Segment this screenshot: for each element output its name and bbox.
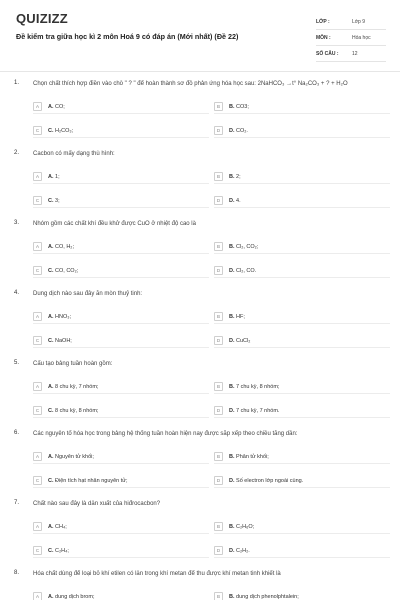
option-letter-badge: C <box>33 476 42 485</box>
answer-option-a[interactable] <box>33 590 209 600</box>
answer-option-a[interactable] <box>33 520 209 534</box>
question-number: 2. <box>14 150 20 156</box>
option-letter-badge: A <box>33 172 42 181</box>
option-text <box>229 594 299 600</box>
option-text <box>48 104 65 110</box>
option-label: A. <box>48 453 54 460</box>
option-letter-badge: A <box>33 102 42 111</box>
answer-option-c[interactable] <box>33 404 209 418</box>
option-label: A. <box>48 243 54 250</box>
option-letter-badge: B <box>214 592 223 600</box>
answer-option-b[interactable] <box>214 170 390 184</box>
option-letter-badge: A <box>33 242 42 251</box>
quizizz-logo: QUIZIZZ <box>16 11 68 26</box>
option-text <box>48 198 60 204</box>
option-content: C₂H₂. <box>236 547 250 554</box>
worksheet-header <box>0 0 400 72</box>
option-label: B. <box>229 313 235 320</box>
option-content: Điện tích hạt nhân nguyên tử; <box>55 477 128 484</box>
option-content: 8 chu kỳ, 7 nhóm; <box>55 383 99 390</box>
meta-value: Hóa học <box>352 34 371 41</box>
question-text: Cấu tạo bảng tuần hoàn gồm: <box>33 361 113 367</box>
answer-option-d[interactable] <box>214 334 390 348</box>
option-label: B. <box>229 453 235 460</box>
question-text: Dung dịch nào sau đây ăn mòn thuỷ tinh: <box>33 291 143 297</box>
option-content: 4. <box>236 197 241 204</box>
answer-option-b[interactable] <box>214 590 390 600</box>
option-letter-badge: B <box>214 312 223 321</box>
option-text <box>48 408 98 414</box>
option-text <box>48 244 74 250</box>
option-label: B. <box>229 243 235 250</box>
option-letter-badge: D <box>214 546 223 555</box>
option-content: Cl₂, CO. <box>236 267 257 274</box>
meta-value: 12 <box>352 50 358 57</box>
option-content: CO, H₂; <box>55 243 74 250</box>
option-label: A. <box>48 313 54 320</box>
option-text <box>48 524 67 530</box>
answer-option-a[interactable] <box>33 170 209 184</box>
option-label: C. <box>48 477 54 484</box>
meta-key: MÔN : <box>316 34 331 41</box>
answer-option-d[interactable] <box>214 474 390 488</box>
option-letter-badge: C <box>33 406 42 415</box>
option-content: 8 chu kỳ, 8 nhóm; <box>55 407 99 414</box>
option-text <box>48 548 69 554</box>
option-label: A. <box>48 523 54 530</box>
question-number: 3. <box>14 220 20 226</box>
option-text <box>48 268 78 274</box>
option-letter-badge: A <box>33 522 42 531</box>
answer-option-c[interactable] <box>33 194 209 208</box>
option-label: C. <box>48 547 54 554</box>
option-label: D. <box>229 547 235 554</box>
option-label: B. <box>229 523 235 530</box>
answer-option-d[interactable] <box>214 194 390 208</box>
option-content: dung dịch brom; <box>55 593 95 600</box>
worksheet-title: Đề kiểm tra giữa học kì 2 môn Hoá 9 có đáp án (Mới nhất) (Đề 22) <box>16 32 239 41</box>
option-content: CO; <box>55 103 65 110</box>
answer-option-a[interactable] <box>33 310 209 324</box>
option-text <box>229 174 241 180</box>
option-letter-badge: C <box>33 126 42 135</box>
option-text <box>48 128 73 134</box>
question-number: 1. <box>14 80 20 86</box>
option-label: D. <box>229 127 235 134</box>
question-text: Chọn chất thích hợp điền vào chỗ " ? " để hoàn thành sơ đồ phản ứng hóa học sau: 2NaHCO₃ →t° Na₂CO₃ + ? + H₂O <box>33 81 348 87</box>
option-content: CO₂. <box>236 127 248 134</box>
option-letter-badge: D <box>214 266 223 275</box>
answer-option-d[interactable] <box>214 264 390 278</box>
answer-option-b[interactable] <box>214 240 390 254</box>
option-content: C₂H₄; <box>55 547 69 554</box>
option-letter-badge: B <box>214 242 223 251</box>
option-letter-badge: A <box>33 312 42 321</box>
option-content: 2; <box>236 173 241 180</box>
answer-option-c[interactable] <box>33 474 209 488</box>
option-text <box>229 524 254 530</box>
question-text: Các nguyên tố hóa học trong bảng hệ thống tuần hoàn hiện nay được sắp xếp theo chiều tăng dần: <box>33 431 298 437</box>
meta-key: LỚP : <box>316 18 330 25</box>
option-content: Số electron lớp ngoài cùng. <box>236 477 304 484</box>
option-letter-badge: C <box>33 546 42 555</box>
option-letter-badge: C <box>33 196 42 205</box>
option-text <box>229 198 241 204</box>
option-label: A. <box>48 383 54 390</box>
option-label: C. <box>48 197 54 204</box>
question-text: Nhóm gồm các chất khí đều khử được CuO ở nhiệt độ cao là <box>33 221 196 227</box>
option-label: C. <box>48 127 54 134</box>
option-text <box>229 548 250 554</box>
option-content: 1; <box>55 173 60 180</box>
option-label: A. <box>48 173 54 180</box>
option-label: A. <box>48 103 54 110</box>
option-content: CO3; <box>236 103 249 110</box>
option-text <box>48 384 98 390</box>
option-content: NaOH; <box>55 337 72 344</box>
option-letter-badge: D <box>214 126 223 135</box>
option-letter-badge: D <box>214 196 223 205</box>
meta-key: SỐ CÂU : <box>316 50 339 57</box>
meta-row-count <box>316 46 386 62</box>
answer-option-b[interactable] <box>214 450 390 464</box>
option-text <box>229 408 279 414</box>
answer-option-b[interactable] <box>214 310 390 324</box>
option-content: Phân tử khối; <box>236 453 269 460</box>
option-content: CH₄; <box>55 523 67 530</box>
option-label: B. <box>229 103 235 110</box>
option-label: D. <box>229 337 235 344</box>
option-text <box>229 104 249 110</box>
answer-option-b[interactable] <box>214 380 390 394</box>
option-letter-badge: B <box>214 522 223 531</box>
answer-option-b[interactable] <box>214 100 390 114</box>
option-text <box>229 384 279 390</box>
option-content: Cl₂, CO₂; <box>236 243 259 250</box>
option-content: Nguyên tử khối; <box>55 453 94 460</box>
option-letter-badge: B <box>214 172 223 181</box>
option-text <box>48 594 94 600</box>
answer-option-d[interactable] <box>214 124 390 138</box>
option-label: D. <box>229 267 235 274</box>
option-letter-badge: D <box>214 336 223 345</box>
question-text: Cacbon có mấy dạng thù hình: <box>33 151 115 157</box>
answer-option-a[interactable] <box>33 240 209 254</box>
option-text <box>229 128 248 134</box>
answer-option-c[interactable] <box>33 544 209 558</box>
answer-option-b[interactable] <box>214 520 390 534</box>
option-content: CuCl₂ <box>236 337 251 344</box>
question-number: 5. <box>14 360 20 366</box>
option-content: 3; <box>55 197 60 204</box>
option-letter-badge: C <box>33 266 42 275</box>
option-text <box>48 454 94 460</box>
option-content: H₂CO₃; <box>55 127 74 134</box>
option-text <box>48 174 60 180</box>
option-label: C. <box>48 337 54 344</box>
option-content: dung dịch phenolphtalein; <box>236 593 299 600</box>
answer-option-a[interactable] <box>33 100 209 114</box>
option-label: B. <box>229 173 235 180</box>
option-content: HNO₃; <box>55 313 72 320</box>
option-content: 7 chu kỳ, 8 nhóm; <box>236 383 280 390</box>
worksheet-meta <box>316 14 386 62</box>
option-letter-badge: B <box>214 102 223 111</box>
question-number: 4. <box>14 290 20 296</box>
answer-option-d[interactable] <box>214 404 390 418</box>
option-text <box>229 338 250 344</box>
option-text <box>229 454 269 460</box>
question-text: Hóa chất dùng để loại bỏ khí etilen có lẫn trong khí metan để thu được khí metan tinh khiết là <box>33 571 281 577</box>
question-number: 7. <box>14 500 20 506</box>
option-label: C. <box>48 267 54 274</box>
answer-option-d[interactable] <box>214 544 390 558</box>
answer-option-c[interactable] <box>33 334 209 348</box>
option-text <box>48 338 72 344</box>
option-text <box>48 314 71 320</box>
option-letter-badge: A <box>33 452 42 461</box>
option-content: 7 chu kỳ, 7 nhóm. <box>236 407 280 414</box>
option-label: D. <box>229 477 235 484</box>
question-text: Chất nào sau đây là dẫn xuất của hiđrocacbon? <box>33 501 161 507</box>
option-text <box>229 268 256 274</box>
answer-option-a[interactable] <box>33 380 209 394</box>
question-number: 6. <box>14 430 20 436</box>
meta-row-subject <box>316 30 386 46</box>
meta-row-class <box>316 14 386 30</box>
question-number: 8. <box>14 570 20 576</box>
option-letter-badge: D <box>214 406 223 415</box>
option-text <box>229 244 258 250</box>
option-letter-badge: A <box>33 592 42 600</box>
option-label: D. <box>229 197 235 204</box>
option-label: A. <box>48 593 54 600</box>
answer-option-a[interactable] <box>33 450 209 464</box>
option-content: CO, CO₂; <box>55 267 79 274</box>
option-text <box>229 478 303 484</box>
option-label: D. <box>229 407 235 414</box>
meta-value: Lớp 9 <box>352 18 366 25</box>
option-letter-badge: B <box>214 452 223 461</box>
answer-option-c[interactable] <box>33 264 209 278</box>
option-text <box>48 478 128 484</box>
option-letter-badge: B <box>214 382 223 391</box>
option-label: B. <box>229 383 235 390</box>
option-text <box>229 314 245 320</box>
option-letter-badge: D <box>214 476 223 485</box>
option-letter-badge: C <box>33 336 42 345</box>
option-content: C₂H₆O; <box>236 523 255 530</box>
option-label: C. <box>48 407 54 414</box>
option-content: HF; <box>236 313 245 320</box>
option-letter-badge: A <box>33 382 42 391</box>
option-label: B. <box>229 593 235 600</box>
answer-option-c[interactable] <box>33 124 209 138</box>
